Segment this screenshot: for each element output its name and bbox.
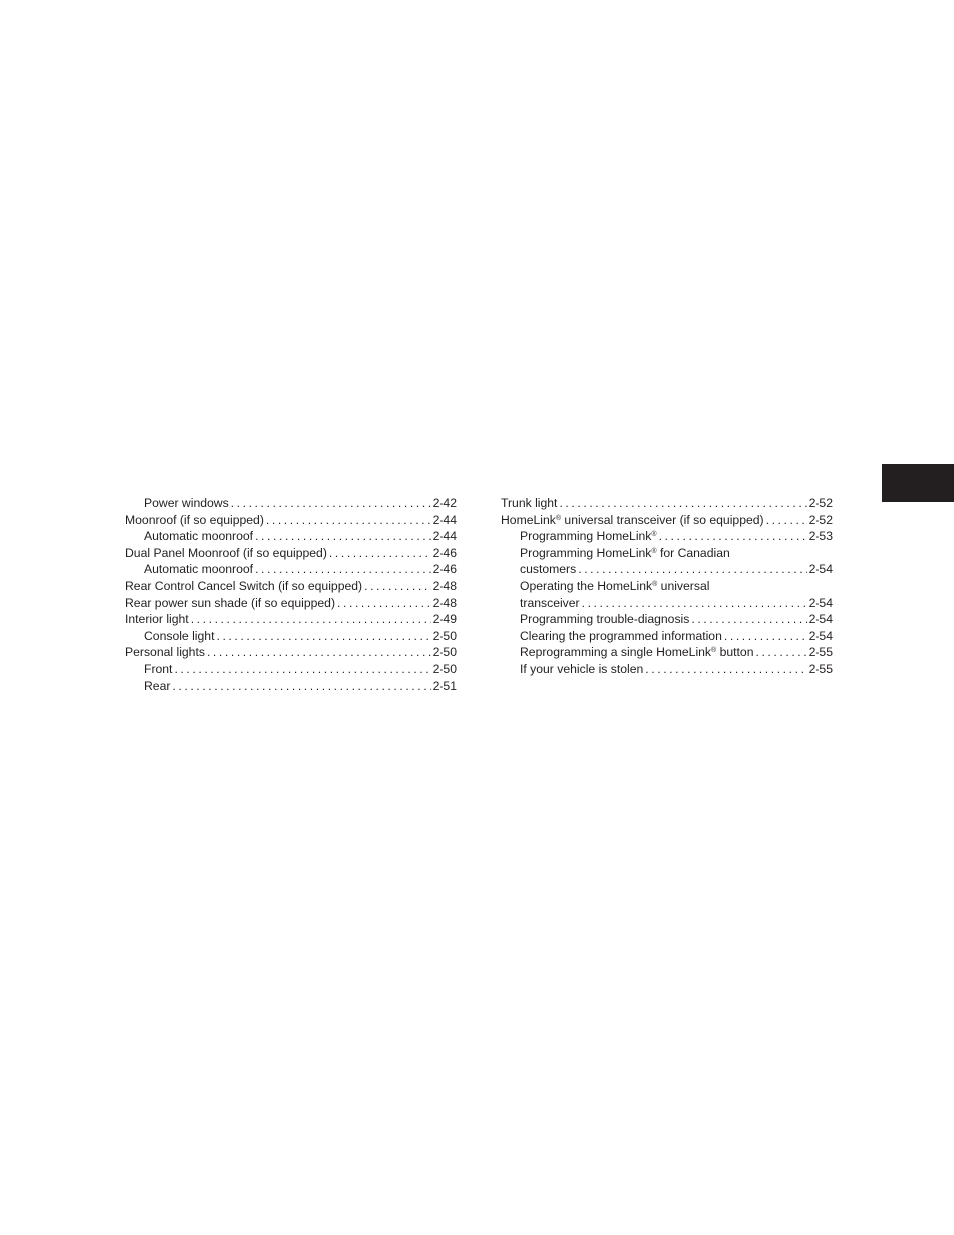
toc-entry-title: customers <box>520 562 577 577</box>
toc-entry[interactable] <box>501 611 833 628</box>
toc-entry[interactable] <box>501 644 833 661</box>
toc-entry-title: Dual Panel Moonroof (if so equipped) <box>125 545 327 560</box>
dot-leader <box>659 528 807 545</box>
toc-entry[interactable] <box>125 528 457 545</box>
toc-entry-page: 2-54 <box>808 562 833 577</box>
toc-entry-title: Rear power sun shade (if so equipped) <box>125 595 336 610</box>
toc-entry-title: Automatic moonroof <box>144 562 254 577</box>
toc-entry-title: Console light <box>144 628 215 643</box>
toc-entry-title: Interior light <box>125 612 189 627</box>
toc-entry-page: 2-42 <box>432 496 457 510</box>
toc-entry[interactable] <box>501 495 833 512</box>
toc-entry-page: 2-53 <box>808 529 833 544</box>
toc-entry-page: 2-54 <box>808 612 833 627</box>
toc-entry-multiline[interactable] <box>501 545 833 578</box>
toc-entry-title: transceiver <box>520 595 580 610</box>
dot-leader <box>207 644 431 661</box>
dot-leader <box>578 561 806 578</box>
toc-column-right <box>501 495 833 678</box>
dot-leader <box>255 561 431 578</box>
dot-leader <box>724 628 807 645</box>
toc-entry[interactable] <box>501 628 833 645</box>
chapter-tab <box>882 464 954 502</box>
toc-entry-page: 2-55 <box>808 661 833 676</box>
dot-leader <box>364 578 431 595</box>
toc-entry-title-line1: Programming HomeLink® for Canadian <box>520 545 730 560</box>
toc-entry[interactable] <box>125 578 457 595</box>
toc-entry-title: HomeLink® universal transceiver (if so equipped) <box>501 512 764 527</box>
toc-entry-page: 2-51 <box>432 678 457 693</box>
toc-entry[interactable] <box>501 512 833 529</box>
toc-entry-page: 2-52 <box>808 496 833 510</box>
toc-entry-title: Rear Control Cancel Switch (if so equipped) <box>125 578 363 593</box>
toc-entry-page: 2-52 <box>808 512 833 527</box>
toc-entry-title: Programming HomeLink® <box>520 529 657 544</box>
toc-entry-page: 2-48 <box>432 595 457 610</box>
toc-column-left <box>125 495 457 694</box>
toc-entry[interactable] <box>125 661 457 678</box>
dot-leader <box>337 595 431 612</box>
dot-leader <box>645 661 806 678</box>
dot-leader <box>231 495 431 512</box>
toc-entry-page: 2-54 <box>808 628 833 643</box>
toc-entry-title: Automatic moonroof <box>144 529 254 544</box>
toc-entry-title: Moonroof (if so equipped) <box>125 512 264 527</box>
dot-leader <box>691 611 806 628</box>
toc-entry[interactable] <box>125 545 457 562</box>
toc-entry-page: 2-44 <box>432 512 457 527</box>
dot-leader <box>255 528 431 545</box>
dot-leader <box>216 628 430 645</box>
toc-entry-title: Rear <box>144 678 171 693</box>
toc-entry[interactable] <box>125 611 457 628</box>
toc-entry-title: Reprogramming a single HomeLink® button <box>520 645 754 660</box>
toc-entry-multiline[interactable] <box>501 578 833 611</box>
toc-entry[interactable] <box>125 595 457 612</box>
toc-entry[interactable] <box>125 512 457 529</box>
toc-entry-title: Clearing the programmed information <box>520 628 722 643</box>
dot-leader <box>191 611 431 628</box>
toc-entry-title: Front <box>144 661 173 676</box>
dot-leader <box>329 545 431 562</box>
toc-entry <box>501 561 833 578</box>
toc-entry-page: 2-50 <box>432 628 457 643</box>
toc-entry-page: 2-48 <box>432 578 457 593</box>
toc-entry-page: 2-46 <box>432 562 457 577</box>
toc-entry-title: Trunk light <box>501 496 558 510</box>
toc-entry-title: Power windows <box>144 496 229 510</box>
toc-entry-title: If your vehicle is stolen <box>520 661 644 676</box>
toc-entry[interactable] <box>125 495 457 512</box>
dot-leader <box>266 512 431 529</box>
toc-entry-page: 2-55 <box>808 645 833 660</box>
toc-entry-page: 2-44 <box>432 529 457 544</box>
dot-leader <box>582 595 807 612</box>
toc-entry-page: 2-50 <box>432 661 457 676</box>
toc-entry[interactable] <box>125 561 457 578</box>
dot-leader <box>174 661 430 678</box>
dot-leader <box>755 644 806 661</box>
toc-entry-page: 2-50 <box>432 645 457 660</box>
toc-entry-title: Personal lights <box>125 645 205 660</box>
toc-entry[interactable] <box>501 661 833 678</box>
toc-entry-title: Programming trouble-diagnosis <box>520 612 690 627</box>
toc-entry-page: 2-46 <box>432 545 457 560</box>
toc-entry <box>501 595 833 612</box>
dot-leader <box>559 495 806 512</box>
toc-entry-page: 2-49 <box>432 612 457 627</box>
dot-leader <box>172 678 430 695</box>
toc-entry-page: 2-54 <box>808 595 833 610</box>
toc-entry[interactable] <box>125 644 457 661</box>
toc-entry[interactable] <box>125 628 457 645</box>
toc-entry[interactable] <box>125 678 457 695</box>
toc-entry-title-line1: Operating the HomeLink® universal <box>520 578 710 593</box>
toc-entry[interactable] <box>501 528 833 545</box>
dot-leader <box>766 512 807 529</box>
